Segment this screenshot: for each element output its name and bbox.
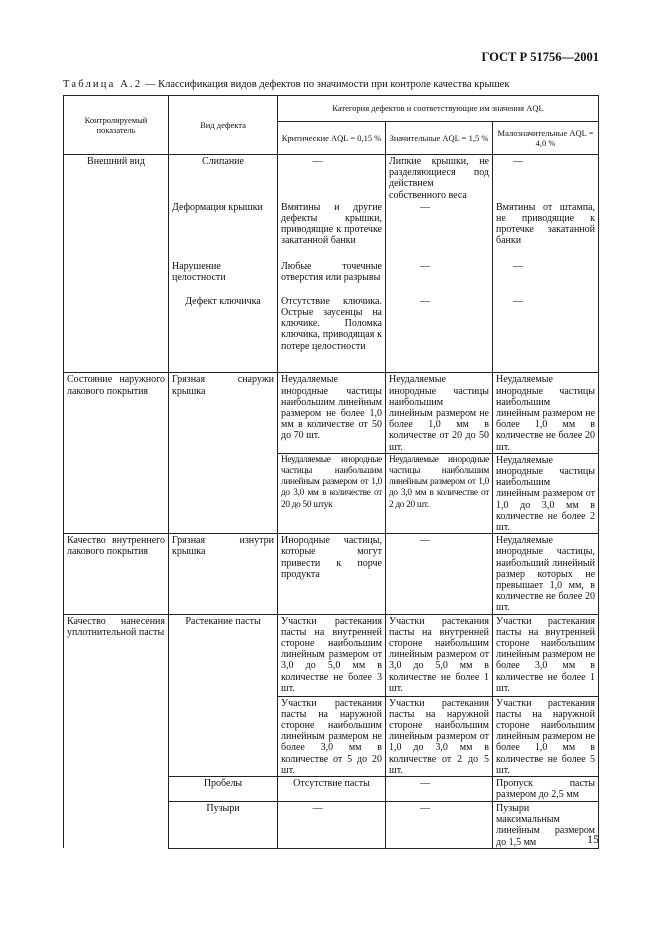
minor-cell: Неудаляемые инородные частицы, наибольший линейный размер которых не превышает 1,0 мм, в количестве не более 20 шт. bbox=[493, 534, 599, 614]
table-caption-text: — Классификация видов дефектов по значимости при контроле качества крышек bbox=[142, 79, 510, 90]
header-critical: Критические AQL = 0,15 % bbox=[278, 122, 386, 155]
defect-cell: Деформация крышки bbox=[169, 201, 278, 260]
significant-cell: — bbox=[386, 260, 493, 295]
defect-cell: Грязная снаружи крышка bbox=[169, 373, 278, 534]
header-defect-type: Вид дефекта bbox=[169, 96, 278, 155]
significant-cell: Неудаляемые инородные частицы наибольшим линейным размером от 1,0 до 3,0 мм в количестве от 2 до 20 шт. bbox=[386, 453, 493, 533]
minor-cell: Неудаляемые инородные частицы наибольшим линейным размером от 1,0 до 3,0 мм в количестве не более 2 шт. bbox=[493, 453, 599, 533]
minor-cell: — bbox=[493, 155, 599, 201]
critical-cell: Вмятины и другие дефекты крышки, приводящие к протечке закатанной банки bbox=[278, 201, 386, 260]
indicator-cell: Внешний вид bbox=[64, 155, 169, 373]
header-minor: Малозначительные AQL = 4,0 % bbox=[493, 122, 599, 155]
page-number: 15 bbox=[587, 832, 599, 846]
significant-cell: Липкие крышки, не разделяющиеся под действием собственного веса bbox=[386, 155, 493, 201]
critical-cell: — bbox=[278, 155, 386, 201]
significant-cell: — bbox=[386, 802, 493, 849]
significant-cell: — bbox=[386, 777, 493, 802]
table-caption bbox=[63, 79, 509, 90]
indicator-cell: Состояние наружного лакового покрытия bbox=[64, 373, 169, 534]
critical-cell: Неудаляемые инородные частицы наибольшим линейным размером от 1,0 до 3,0 мм в количестве от 20 до 50 штук bbox=[278, 453, 386, 533]
defect-cell: Нарушение целостности bbox=[169, 260, 278, 295]
minor-cell: Пропуск пасты размером до 2,5 мм bbox=[493, 777, 599, 802]
significant-cell: — bbox=[386, 534, 493, 614]
significant-cell: Участки растекания пасты на наружной стороне наибольшим линейным размером от 1,0 до 3,0 мм в количестве от 2 до 5 шт. bbox=[386, 696, 493, 776]
defect-cell: Грязная изнутри крышка bbox=[169, 534, 278, 614]
header-significant: Значительные AQL = 1,5 % bbox=[386, 122, 493, 155]
table-row bbox=[64, 373, 599, 453]
critical-cell: Неудаляемые инородные частицы наибольшим линейным размером не более 1,0 мм в количестве от 50 до 70 шт. bbox=[278, 373, 386, 453]
defect-cell: Пузыри bbox=[169, 802, 278, 849]
minor-cell: — bbox=[493, 260, 599, 295]
table-row bbox=[64, 155, 599, 201]
table-row bbox=[64, 614, 599, 696]
standard-number: ГОСТ Р 51756—2001 bbox=[481, 50, 599, 64]
defect-cell: Растекание пасты bbox=[169, 614, 278, 776]
significant-cell: Неудаляемые инородные частицы наибольшим линейным размером не более 1,0 мм в количестве от 20 до 50 шт. bbox=[386, 373, 493, 453]
critical-cell: Отсутствие ключика. Острые заусенцы на ключике. Поломка ключика, приводящая к потере целостности bbox=[278, 295, 386, 373]
critical-cell: Участки растекания пасты на внутренней стороне наибольшим линейным размером от 3,0 до 5,0 мм в количестве не более 3 шт. bbox=[278, 614, 386, 696]
significant-cell: Участки растекания пасты на внутренней стороне наибольшим линейным размером от 3,0 до 5,0 мм в количестве не более 1 шт. bbox=[386, 614, 493, 696]
critical-cell: Участки растекания пасты на наружной стороне наибольшим линейным размером не более 3,0 мм в количестве от 5 до 20 шт. bbox=[278, 696, 386, 776]
table-caption-label: Таблица А.2 bbox=[63, 79, 143, 90]
defect-cell: Слипание bbox=[169, 155, 278, 201]
minor-cell: Участки растекания пасты на наружной стороне наибольшим линейным размером не более 1,0 мм в количестве не более 5 шт. bbox=[493, 696, 599, 776]
table-row bbox=[64, 534, 599, 614]
header-indicator: Контролируемый показатель bbox=[64, 96, 169, 155]
indicator-cell: Качество внутреннего лакового покрытия bbox=[64, 534, 169, 614]
critical-cell: — bbox=[278, 802, 386, 849]
indicator-cell: Качество нанесения уплотнительной пасты bbox=[64, 614, 169, 848]
critical-cell: Любые точечные отверстия или разрывы bbox=[278, 260, 386, 295]
header-category-group: Категория дефектов и соответствующие им значения AQL bbox=[278, 96, 599, 122]
minor-cell: Неудаляемые инородные частицы наибольшим линейным размером не более 1,0 мм в количестве не более 20 шт. bbox=[493, 373, 599, 453]
defect-cell: Пробелы bbox=[169, 777, 278, 802]
minor-cell: Пузыри максимальным линейным размером до 1,5 мм bbox=[493, 802, 599, 849]
defect-classification-table bbox=[63, 95, 599, 849]
significant-cell: — bbox=[386, 201, 493, 260]
significant-cell: — bbox=[386, 295, 493, 373]
critical-cell: Инородные частицы, которые могут привести к порче продукта bbox=[278, 534, 386, 614]
minor-cell: — bbox=[493, 295, 599, 373]
minor-cell: Вмятины от штампа, не приводящие к протечке закатанной банки bbox=[493, 201, 599, 260]
minor-cell: Участки растекания пасты на внутренней стороне наибольшим линейным размером не более 3,0 мм в количестве не более 1 шт. bbox=[493, 614, 599, 696]
critical-cell: Отсутствие пасты bbox=[278, 777, 386, 802]
defect-cell: Дефект ключичка bbox=[169, 295, 278, 373]
